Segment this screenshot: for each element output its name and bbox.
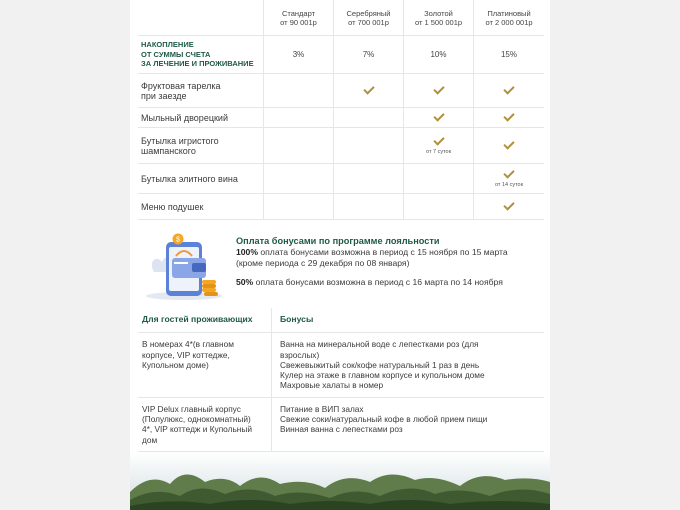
check-icon [502,141,516,151]
percent-100: 100% [236,247,258,257]
benefit-rows [138,74,544,220]
accumulation-row [138,36,544,74]
benefit-row [138,164,544,194]
guest-category-line: дом [142,434,158,445]
phone-wallet-coins-illustration [144,232,226,302]
tier-table [138,0,544,220]
benefit-label [138,164,264,193]
guest-bonus-line: Ванна на минеральной воде с лепестками роз (для [280,339,479,350]
label-line: ОТ СУММЫ СЧЕТА [141,49,211,59]
benefit-row [138,74,544,108]
benefit-cell [334,194,404,219]
tier-name: Золотой [424,8,453,18]
accumulation-label [138,36,264,73]
benefit-note: от 14 суток [494,181,524,188]
label-line: НАКОПЛЕНИЕ [141,40,194,50]
tier-name: Серебряный [346,8,391,18]
label-line: ЗА ЛЕЧЕНИЕ И ПРОЖИВАНИЕ [141,59,254,69]
accumulation-value: 7% [334,36,404,73]
privileges-page [130,0,550,510]
benefit-cell [264,128,334,163]
label-line: Мыльный дворецкий [141,112,228,123]
label-line: Фруктовая тарелка [141,80,221,91]
check-icon [362,86,376,96]
tier-header-row [138,0,544,36]
accumulation-value: 10% [404,36,474,73]
loyalty-line-100 [236,247,546,258]
benefit-cell [474,108,544,127]
guest-bonus-line: взрослых) [280,349,320,360]
tier-threshold: от 700 001р [348,17,389,27]
coin-symbol: $ [176,236,180,244]
accumulation-value: 3% [264,36,334,73]
guest-bonuses [272,398,544,451]
benefit-label [138,74,264,107]
loyalty-text [236,236,546,288]
benefit-row [138,194,544,220]
guests-header-row [138,308,544,333]
guest-row [138,333,544,397]
loyalty-line-50 [236,277,546,288]
guest-category [138,398,272,451]
benefit-note: от 7 суток [426,148,451,155]
tier-name: Платиновый [487,8,531,18]
label-line: Бутылка игристого [141,135,219,146]
guest-bonuses [272,333,544,396]
guest-category-line: (Полулюкс, однокомнатный) [142,414,251,425]
benefit-cell [264,194,334,219]
benefit-row [138,108,544,128]
benefit-cell [334,74,404,107]
tier-col-silver [334,0,404,35]
label-line: шампанского [141,145,196,156]
guest-category-line: 4*, VIP коттедж и Купольный [142,424,252,435]
guests-table [138,308,544,475]
tier-col-platinum [474,0,544,35]
tier-threshold: от 90 001р [280,17,317,27]
check-icon [432,113,446,123]
benefit-cell [334,164,404,193]
check-icon [502,113,516,123]
tier-threshold: от 2 000 001р [485,17,533,27]
loyalty-title: Оплата бонусами по программе лояльности [236,236,440,246]
guest-category-line: В номерах 4*(в главном [142,339,234,350]
forest-image [130,452,550,510]
benefit-label [138,128,264,163]
benefit-cell [264,164,334,193]
benefit-cell [264,108,334,127]
guest-bonus-line: Свежевыжитый сок/кофе натуральный 1 раз в день [280,359,480,370]
line-text: оплата бонусами возможна в период с 16 марта по 14 ноября [253,277,503,287]
guests-header-who: Для гостей проживающих [138,308,272,332]
tier-threshold: от 1 500 001р [414,17,463,27]
benefit-label [138,108,264,127]
line-text: оплата бонусами возможна в период с 15 ноября по 15 марта [257,247,508,257]
guest-bonus-line: Свежие соки/натуральный кофе в любой прием пищи [280,414,488,425]
guest-category-line: корпусе, VIP коттедже, [142,349,230,360]
benefit-cell [474,164,544,193]
benefit-cell [474,128,544,163]
benefit-label [138,194,264,219]
benefit-cell [334,108,404,127]
guest-bonus-line: Винная ванна с лепестками роз [280,424,403,435]
guest-bonus-line: Питание в ВИП залах [280,403,364,414]
tier-col-gold [404,0,474,35]
guest-bonus-line: Кулер на этаже в главном корпусе и купольном доме [280,370,485,381]
guest-category [138,333,272,396]
loyalty-block [144,232,544,304]
benefit-cell [404,74,474,107]
benefit-cell [474,74,544,107]
guest-category-line: VIP Delux главный корпус [142,403,241,414]
check-icon [502,202,516,212]
tier-name: Стандарт [281,8,316,18]
tier-col-standard [264,0,334,35]
benefit-row [138,128,544,164]
benefit-cell [404,194,474,219]
loyalty-line-exception: (кроме периода с 29 декабря по 08 января) [236,258,410,268]
guest-category-line: Купольном доме) [142,359,209,370]
label-line: Меню подушек [141,201,204,212]
tier-header-empty [138,0,264,35]
benefit-cell [264,74,334,107]
label-line: при заезде [141,90,187,101]
guest-row [138,398,544,452]
check-icon [432,137,446,147]
benefit-cell [474,194,544,219]
check-icon [502,86,516,96]
label-line: Бутылка элитного вина [141,173,238,184]
guest-bonus-line: Махровые халаты в номер [280,380,384,391]
guests-header-bonuses: Бонусы [280,314,314,324]
benefit-cell [404,108,474,127]
benefit-cell [404,164,474,193]
check-icon [432,86,446,96]
benefit-cell [404,128,474,163]
check-icon [502,170,516,180]
benefit-cell [334,128,404,163]
percent-50: 50% [236,277,254,287]
accumulation-value: 15% [500,50,517,59]
